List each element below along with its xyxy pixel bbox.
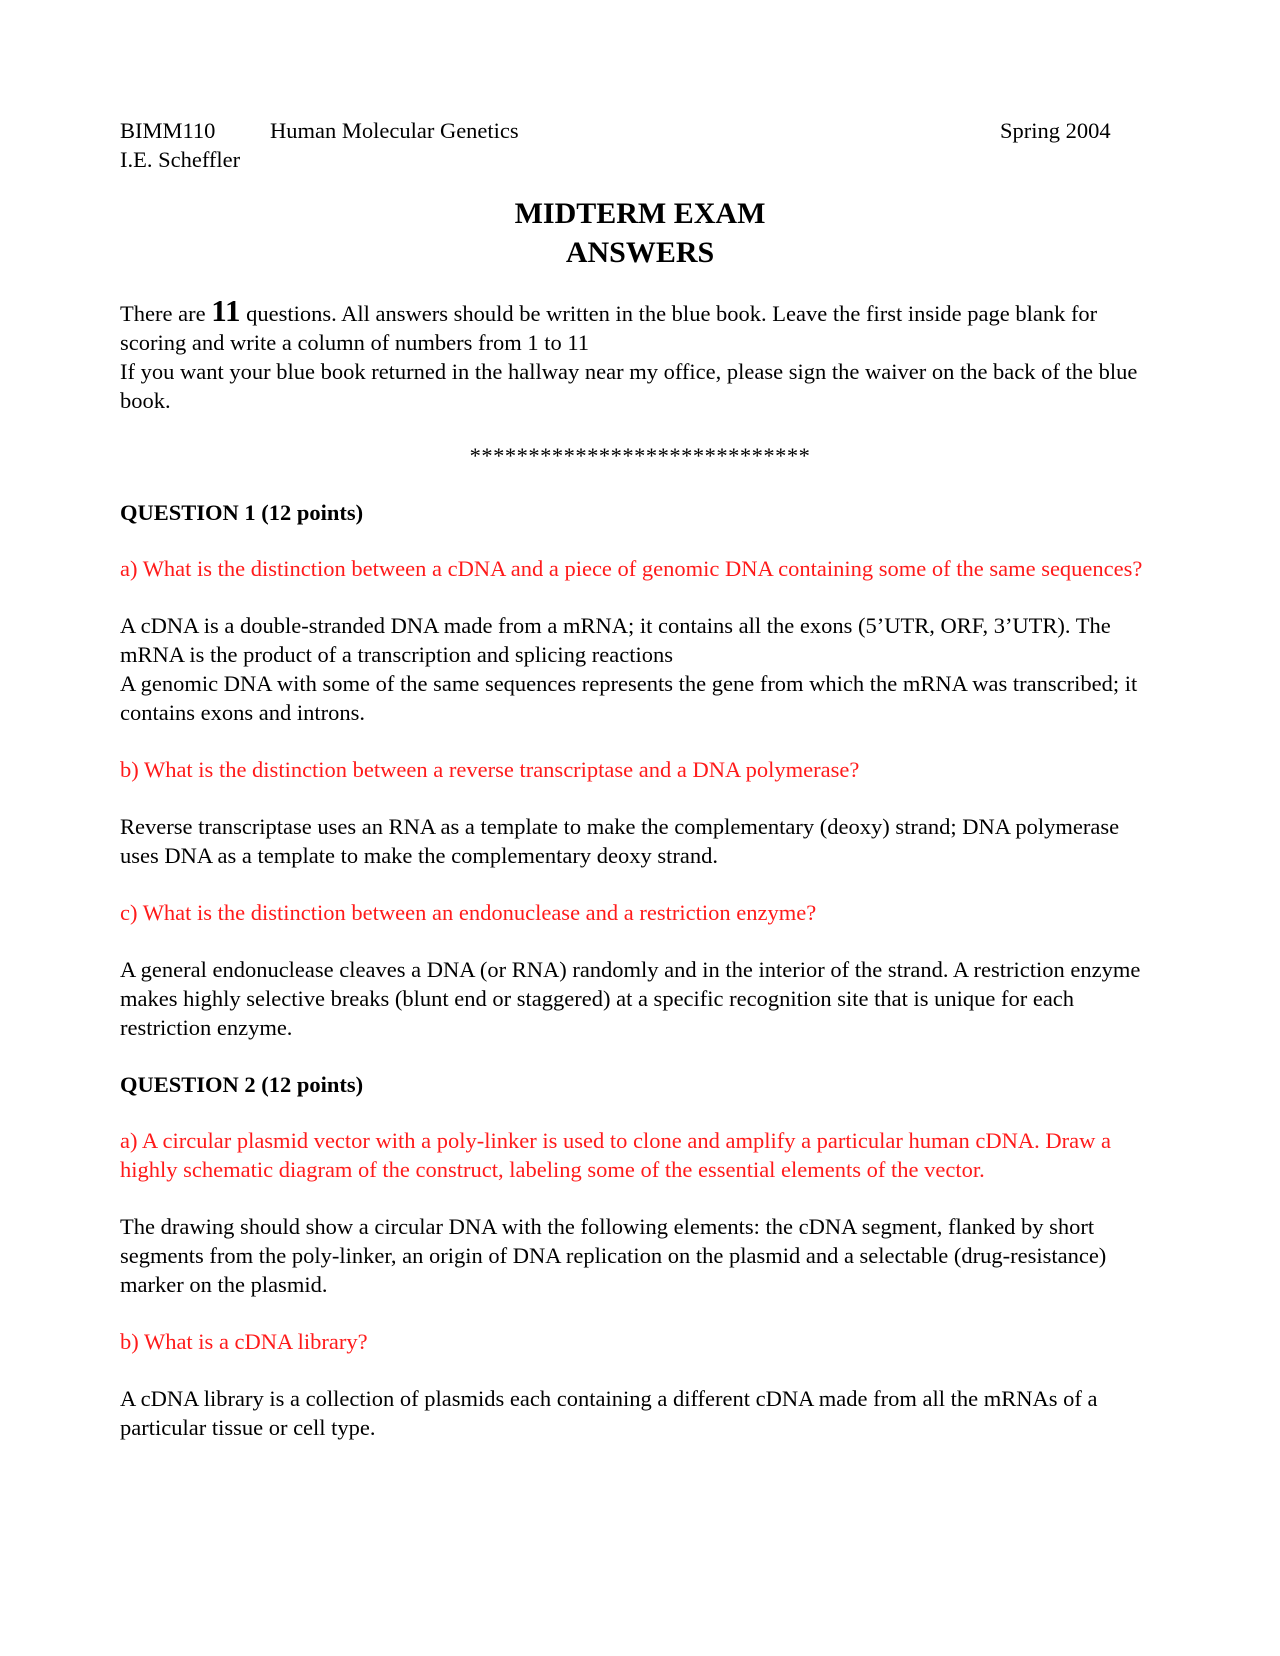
course-header bbox=[120, 116, 1160, 145]
question-text: a) A circular plasmid vector with a poly-linker is used to clone and amplify a particular human cDNA. Draw a highly schematic diagram of the construct, labeling some of the essential elements of the vector. bbox=[120, 1128, 1111, 1182]
instructions-post: questions. All answers should be written in the blue book. Leave the first inside page blank for scoring and write a column of numbers from 1 to 11 bbox=[120, 301, 1098, 355]
answer-paragraph: Reverse transcriptase uses an RNA as a template to make the complementary (deoxy) strand; DNA polymerase uses DNA as a template to make the complementary deoxy strand. bbox=[120, 814, 1120, 868]
questions-section bbox=[120, 498, 1160, 1442]
answer-text bbox=[120, 812, 1160, 870]
answer-text bbox=[120, 611, 1160, 727]
separator: ***************************** bbox=[469, 443, 811, 468]
answer-paragraph: A cDNA is a double-stranded DNA made from a mRNA; it contains all the exons (5’UTR, ORF, 3’UTR). The mRNA is the product of a transcription and splicing reactions bbox=[120, 613, 1111, 667]
answer-text bbox=[120, 1212, 1160, 1299]
answer-paragraph: A general endonuclease cleaves a DNA (or RNA) randomly and in the interior of the strand. A restriction enzyme makes highly selective breaks (blunt end or staggered) at a specific recognition site that is unique for each restriction enzyme. bbox=[120, 957, 1141, 1040]
question-count: 11 bbox=[211, 293, 241, 328]
instructions-pre: There are bbox=[120, 301, 212, 326]
instructions bbox=[120, 293, 1160, 415]
answer-text bbox=[120, 955, 1160, 1042]
document-page bbox=[120, 116, 1160, 1470]
answer-paragraph: The drawing should show a circular DNA with the following elements: the cDNA segment, flanked by short segments from the poly-linker, an origin of DNA replication on the plasmid and a selectable (drug-resistance) marker on the plasmid. bbox=[120, 1214, 1107, 1297]
instructions-line1 bbox=[120, 293, 1160, 357]
exam-title-line2: ANSWERS bbox=[565, 236, 715, 269]
question-text: a) What is the distinction between a cDNA and a piece of genomic DNA containing some of the same sequences? bbox=[120, 556, 1143, 581]
answer-paragraph: A cDNA library is a collection of plasmids each containing a different cDNA made from all the mRNAs of a particular tissue or cell type. bbox=[120, 1386, 1098, 1440]
answer-text bbox=[120, 1384, 1160, 1442]
question-heading: QUESTION 2 (12 points) bbox=[120, 1072, 364, 1097]
exam-title-line1: MIDTERM EXAM bbox=[514, 197, 766, 230]
course-title: Human Molecular Genetics bbox=[270, 118, 519, 143]
exam-title bbox=[120, 194, 1160, 272]
question-text: b) What is a cDNA library? bbox=[120, 1329, 368, 1354]
question-text: c) What is the distinction between an endonuclease and a restriction enzyme? bbox=[120, 900, 817, 925]
answer-paragraph: A genomic DNA with some of the same sequences represents the gene from which the mRNA was transcribed; it contains exons and introns. bbox=[120, 671, 1138, 725]
semester: Spring 2004 bbox=[1000, 118, 1111, 143]
instructor: I.E. Scheffler bbox=[120, 147, 241, 172]
question-heading: QUESTION 1 (12 points) bbox=[120, 500, 364, 525]
question-text: b) What is the distinction between a reverse transcriptase and a DNA polymerase? bbox=[120, 757, 860, 782]
course-code: BIMM110 bbox=[120, 118, 216, 143]
instructions-line2: If you want your blue book returned in the hallway near my office, please sign the waiver on the back of the blue book. bbox=[120, 359, 1138, 413]
